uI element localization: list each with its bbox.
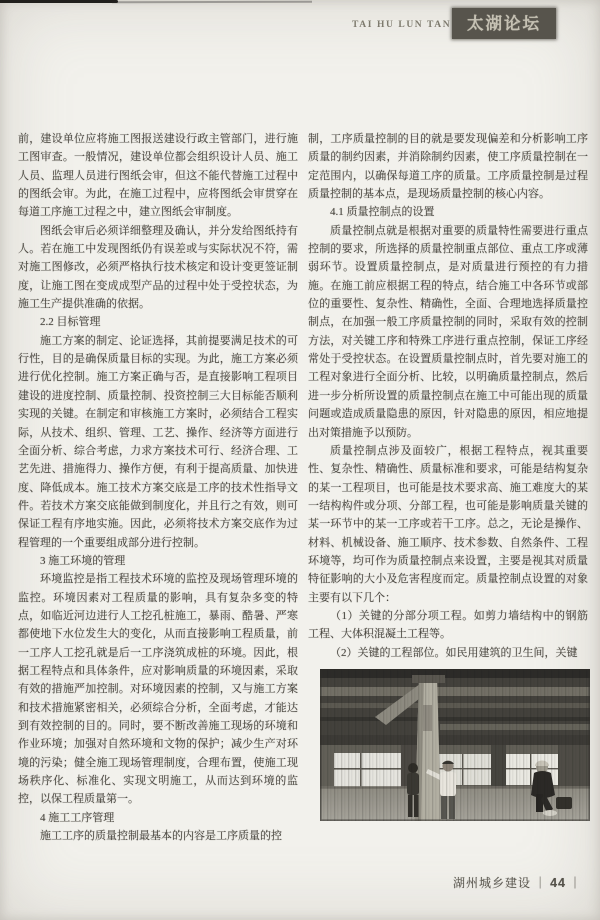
- page-footer: [453, 874, 585, 891]
- right-text-column: [308, 130, 588, 845]
- paragraph: （2）关键的工程部位。如民用建筑的卫生间，关键: [330, 646, 578, 659]
- paragraph: 图纸会审后必须详细整理及确认，并分发给图纸持有人。若在施工中发现图纸仍有误差或与实际状况不符，需对施工图修改，必须严格执行技术核定和设计变更签证制度，让施工图在变成成型产品的过程中处于受控状态，为施工生产提供准确的依据。: [18, 224, 298, 311]
- scan-artifact-top-edge: [0, 0, 118, 3]
- footer-separator: ｜: [568, 876, 582, 890]
- section-heading: 4 施工工序管理: [40, 811, 115, 824]
- section-heading: 4.1 质量控制点的设置: [330, 206, 435, 219]
- right-column-text: [308, 130, 588, 662]
- journal-title-banner: 太湖论坛: [452, 8, 556, 39]
- section-heading: 2.2 目标管理: [40, 316, 101, 329]
- paragraph: 施工方案的制定、论证选择，其前提要满足技术的可行性，目的是确保质量目标的实现。为此，施工方案必须进行优化控制。施工方案正确与否，是直接影响工程项目建设的进度控制、质量控制、投资控制三大目标能否顺利实现的关键。在制定和审核施工方案时，必须结合工程实际，从技术、组织、管理、工艺、操作、经济等方面进行全面分析、综合考虑，力求方案技术可行、经济合理、工艺先进、措施得力、操作方便，有利于提高质量、加快进度、降低成本。施工技术方案交底是工序的技术性指导文件。若技术方案交底能做到制度化，并且行之有效，则可保证工程有序地实施。因此，必须将技术方案交底作为过程管理的一个重要组成部分进行控制。: [18, 334, 298, 549]
- footer-separator: ｜: [534, 876, 548, 890]
- text-columns: [18, 130, 588, 845]
- construction-site-photo: [320, 669, 590, 821]
- photo-grain-overlay: [320, 669, 590, 821]
- paragraph: 前，建设单位应将施工图报送建设行政主管部门，进行施工图审查。一般情况，建设单位都会组织设计人员、施工人员、监理人员进行图纸会审，但这不能代替施工过程中的图纸会审。为此，在施工过程中，应将图纸会审贯穿在每道工序施工过程之中，建立图纸会审制度。: [18, 133, 298, 219]
- paragraph: 环境监控是指工程技术环境的监控及现场管理环境的监控。环境因素对工程质量的影响，具有复杂多变的特点，如临近河边进行人工挖孔桩施工，暴雨、酷暑、严寒都使地下水位发生大的变化，从而直接影响工程质量，前一工序人工挖孔就是后一工序浇筑成桩的环境。因此，根据工程特点和具体条件，应对影响质量的环境因素，采取有效的措施严加控制。对环境因素的控制，又与施工方案和技术措施紧密相关，必须综合分析，全面考虑，才能达到有效控制的目的。同时，要不断改善施工现场的环境和作业环境；加强对自然环境和文物的保护；减少生产对环境的污染；健全施工现场管理制度，合理布置，使施工现场秩序化、标准化、实现文明施工，从而达到环境的监控，以保工程质量第一。: [18, 573, 298, 806]
- publication-name: 湖州城乡建设: [453, 876, 532, 890]
- section-heading: 3 施工环境的管理: [40, 554, 126, 567]
- journal-pinyin: TAI HU LUN TAN: [352, 20, 452, 30]
- paragraph: 施工工序的质量控制最基本的内容是工序质量的控: [40, 830, 282, 843]
- paragraph: 质量控制点就是根据对重要的质量特性需要进行重点控制的要求，所选择的质量控制重点部位、重点工序或薄弱环节。设置质量控制点，是对质量进行预控的有力措施。在施工前应根据工程的特点，结合施工中各环节或部位的重要性、复杂性、精确性，全面、合理地选择质量控制点，在加强一般工序质量控制的同时，采取有效的控制方法，对关键工序和特殊工序进行重点控制，保证工序经常处于受控状态。在设置质量控制点时，首先要对施工的工程对象进行全面分析、比较，以明确质量控制点，然后进一步分析所设置的质量控制点在施工中可能出现的质量问题或造成质量隐患的原因，针对隐患的原因，相应地提出对策措施予以预防。: [308, 224, 588, 439]
- scan-artifact-top-edge-faint: [112, 1, 312, 3]
- paragraph: 制，工序质量控制的目的就是要发现偏差和分析影响工序质量的制约因素，并消除制约因素，使工序质量控制在一定范围内，以确保每道工序的质量。工序质量控制是过程质量控制的基本点，是现场质量控制的核心内容。: [308, 133, 588, 201]
- paragraph: （1）关键的分部分项工程。如剪力墙结构中的钢筋工程、大体积混凝土工程等。: [308, 609, 588, 641]
- paragraph: 质量控制点涉及面较广，根据工程特点，视其重要性、复杂性、精确性、质量标准和要求，可能是结构复杂的某一工程项目，也可能是技术要求高、施工难度大的某一结构构件或分项、分部工程，也可能是影响质量关键的某一环节中的某一工序或若干工序。总之，无论是操作、材料、机械设备、施工顺序、技术参数、自然条件、工程环境等，均可作为质量控制点来设置，主要是视其对质量特征影响的大小及危害程度而定。质量控制点设置的对象主要有以下几个：: [308, 444, 588, 604]
- page-number: 44: [550, 876, 566, 890]
- left-text-column: [18, 130, 298, 845]
